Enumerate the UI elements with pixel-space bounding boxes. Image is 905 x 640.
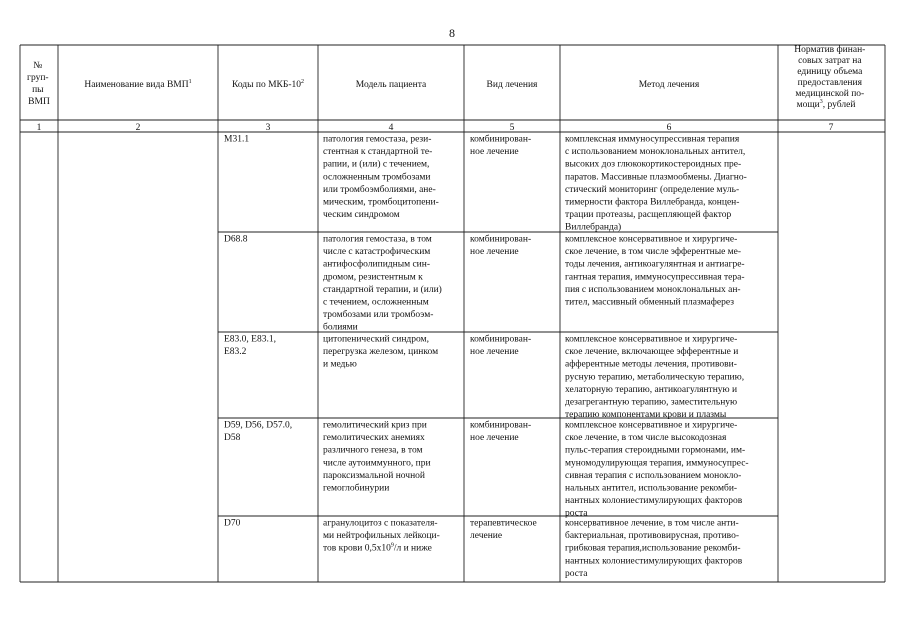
table-row	[224, 134, 747, 233]
icd-code-cell: E83.0, E83.1, E83.2	[224, 334, 276, 358]
treatment-method-cell: комплексная иммуносупрессивная терапия с использованием моноклональных антител, высоких доз глюкокортикостероидных пре-паратов. Массивные плазмообмены. Диагно-стический мониторинг (определение муль-тимерности фактора Виллебранда, концен-трации протеазы, расщепляющей фактор Виллебранда)	[565, 134, 747, 233]
table-row	[224, 420, 749, 519]
icd-code-cell: D59, D56, D57.0, D58	[224, 420, 293, 444]
table-row	[224, 234, 745, 333]
column-number-4: 4	[388, 123, 394, 133]
treatment-type-cell: комбинирован-ное лечение	[470, 134, 532, 158]
patient-model-cell: патология гемостаза, в том числе с катастрофическим антифосфолипидным син-дромом, резистентным к стандартной терапии, и (или) с течением, осложненным тромбозами или тромбоэм-болиями	[323, 234, 442, 333]
treatment-method-cell: консервативное лечение, в том числе анти-бактериальная, противовирусная, противо-грибковая терапия,использование рекомби-нантных колониестимулирующих факторов роста	[565, 518, 743, 579]
patient-model-cell: патология гемостаза, рези-стентная к стандартной те-рапии, и (или) с течением, осложненным тромбозами или тромбоэмболиями, ане-мическим, тромбоцитопени-ческим синдромом	[323, 134, 439, 221]
treatment-method-cell: комплексное консервативное и хирургиче-ское лечение, включающее эфферентные и афферентные методы лечения, противови-русную терапию, метаболическую терапию, хелаторную терапию, антикоагулянтную и дезагрегантную терапию, заместительную терапию компонентами крови и плазмы	[565, 334, 745, 421]
treatment-type-cell: комбинирован-ное лечение	[470, 334, 532, 358]
patient-model-cell: цитопенический синдром, перегрузка железом, цинком и медью	[323, 334, 439, 370]
table-header	[27, 44, 868, 110]
column-number-2: 2	[135, 123, 141, 133]
treatment-method-cell: комплексное консервативное и хирургиче-ское лечение, в том числе высокодозная пульс-терапия стероидными гормонами, им-муномодулирующая терапия, иммуносупрес-сивная терапия с использованием монокло-нальных антител, использование рекомби-нантных колониестимулирующих факторов роста	[565, 420, 749, 519]
header-icd-codes: Коды по МКБ-$10^2$	[231, 79, 305, 90]
table-row	[224, 519, 743, 579]
column-number-1: 1	[36, 123, 42, 133]
table-body	[224, 134, 749, 579]
header-treatment-type: Вид лечения	[486, 80, 538, 90]
treatment-type-cell: комбинирован-ное лечение	[470, 234, 532, 258]
header-vmp-name: Наименование вида ВМП$^1$	[84, 79, 192, 90]
icd-code-cell: D68.8	[224, 234, 248, 245]
page-number: 8	[449, 26, 455, 40]
header-treatment-method: Метод лечения	[638, 80, 700, 90]
table-grid	[20, 45, 885, 582]
treatment-type-cell: терапевтическое лечение	[470, 518, 537, 542]
icd-code-cell: M31.1	[224, 134, 250, 145]
header-cost-standard: Норматив финан- совых затрат на единицу объема предоставления медицинской по- мощи$^3$, рублей	[794, 45, 866, 110]
column-numbers-row	[37, 123, 834, 133]
column-number-5: 5	[509, 123, 515, 133]
header-patient-model: Модель пациента	[355, 80, 427, 90]
column-number-7: 7	[828, 123, 834, 133]
column-number-6: 6	[666, 123, 672, 133]
column-number-3: 3	[265, 123, 271, 133]
patient-model-cell: агранулоцитоз с показателя-ми нейтрофильных лейкоци-тов крови $0,5x10^9/л$ и ниже	[323, 518, 440, 554]
icd-code-cell: D70	[224, 518, 241, 529]
table-row	[224, 334, 744, 421]
patient-model-cell: гемолитический криз при гемолитических анемиях различного генеза, в том числе аутоиммунного, при пароксизмальной ночной гемоглобинурии	[323, 420, 431, 494]
treatment-type-cell: комбинирован-ное лечение	[470, 420, 532, 444]
header-group-number: № груп- пы ВМП	[27, 61, 50, 107]
treatment-method-cell: комплексное консервативное и хирургиче-ское лечение, в том числе эфферентные ме-тоды лечения, антикоагулянтная и антиагре-гантная терапия, иммуносупрессивная тера-пия с использованием моноклональных ан-тител, массивный обменный плазмаферез	[565, 234, 745, 308]
